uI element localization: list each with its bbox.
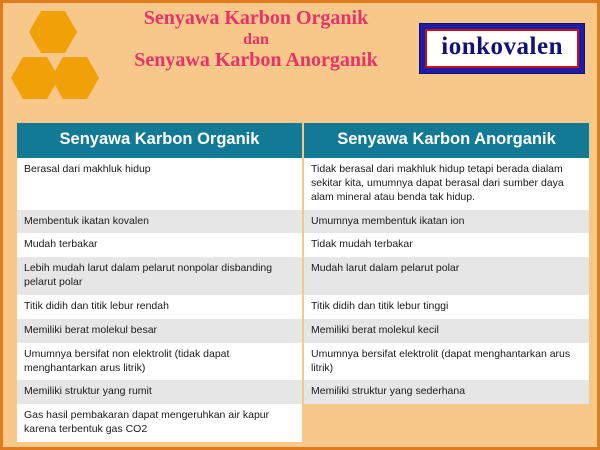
badge-inner-frame bbox=[425, 29, 579, 68]
badge-label: ionkovalen bbox=[441, 33, 563, 60]
table-head bbox=[17, 123, 589, 158]
cell-anorganik: Umumnya membentuk ikatan ion bbox=[303, 210, 589, 234]
cell-anorganik: Tidak berasal dari makhluk hidup tetapi berada dialam sekitar kita, umumnya dapat berasal dari sumber daya alam mineral atau benda tak hidup. bbox=[303, 158, 589, 210]
ionkovalen-badge bbox=[419, 23, 585, 74]
title-line-1: Senyawa Karbon Organik bbox=[143, 7, 369, 29]
cell-anorganik: Memiliki berat molekul kecil bbox=[303, 319, 589, 343]
cell-anorganik: Memiliki struktur yang sederhana bbox=[303, 380, 589, 404]
page-title bbox=[111, 7, 401, 73]
table-row bbox=[17, 319, 589, 343]
column-header-anorganik: Senyawa Karbon Anorganik bbox=[303, 123, 589, 158]
table-row bbox=[17, 404, 589, 442]
hexagon-logo-icon bbox=[11, 9, 107, 109]
cell-organik: Umumnya bersifat non elektrolit (tidak dapat menghantarkan arus litrik) bbox=[17, 343, 303, 381]
table-row bbox=[17, 257, 589, 295]
table-row bbox=[17, 380, 589, 404]
cell-organik: Memiliki struktur yang rumit bbox=[17, 380, 303, 404]
table-row bbox=[17, 210, 589, 234]
title-line-2: dan bbox=[243, 30, 269, 48]
table-header-row bbox=[17, 123, 589, 158]
table bbox=[17, 123, 589, 442]
cell-organik: Membentuk ikatan kovalen bbox=[17, 210, 303, 234]
cell-anorganik-empty bbox=[303, 404, 589, 442]
cell-anorganik: Titik didih dan titik lebur tinggi bbox=[303, 295, 589, 319]
table-row bbox=[17, 295, 589, 319]
cell-organik: Memiliki berat molekul besar bbox=[17, 319, 303, 343]
slide-header bbox=[3, 3, 597, 115]
table-row bbox=[17, 233, 589, 257]
cell-anorganik: Mudah larut dalam pelarut polar bbox=[303, 257, 589, 295]
cell-organik: Lebih mudah larut dalam pelarut nonpolar disbanding pelarut polar bbox=[17, 257, 303, 295]
table-row bbox=[17, 343, 589, 381]
cell-organik: Gas hasil pembakaran dapat mengeruhkan air kapur karena terbentuk gas CO2 bbox=[17, 404, 303, 442]
cell-organik: Berasal dari makhluk hidup bbox=[17, 158, 303, 210]
cell-organik: Mudah terbakar bbox=[17, 233, 303, 257]
column-header-organik: Senyawa Karbon Organik bbox=[17, 123, 303, 158]
cell-anorganik: Tidak mudah terbakar bbox=[303, 233, 589, 257]
title-line-3: Senyawa Karbon Anorganik bbox=[134, 49, 378, 72]
cell-anorganik: Umumnya bersifat elektrolit (dapat menghantarkan arus litrik) bbox=[303, 343, 589, 381]
table-row bbox=[17, 158, 589, 210]
cell-organik: Titik didih dan titik lebur rendah bbox=[17, 295, 303, 319]
comparison-table bbox=[17, 123, 589, 442]
table-body bbox=[17, 158, 589, 442]
